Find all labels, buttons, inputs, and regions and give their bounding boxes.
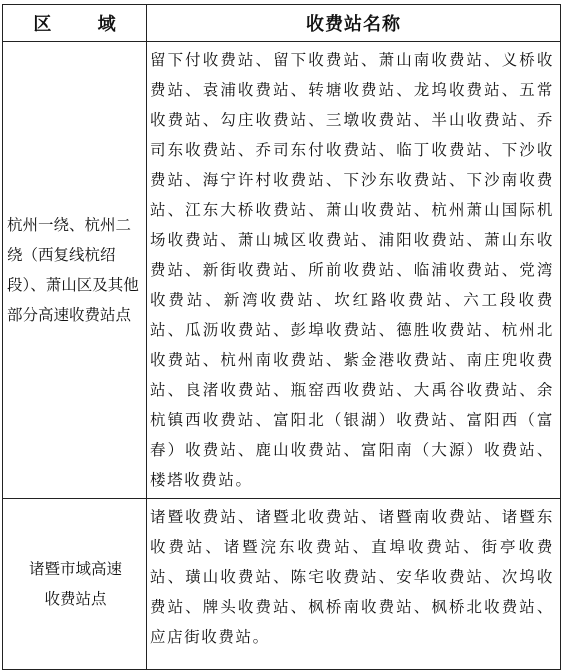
table-header-row [3,5,561,42]
region-column-header [3,5,147,42]
table-row [3,42,561,499]
region-cell-zhuji [3,499,147,670]
region-label-zhuji: 诸暨市域高速收费站点 [28,560,122,608]
toll-station-table [2,4,561,670]
region-header-label: 区 域 [33,14,136,35]
region-cell-hangzhou: 杭州一绕、杭州二绕（西复线杭绍段）、萧山区及其他部分高速收费站点 [3,42,147,499]
table-row [3,499,561,670]
stations-cell-zhuji: 诸暨收费站、诸暨北收费站、诸暨南收费站、诸暨东收费站、诸暨浣东收费站、直埠收费站、街亭收费站、璜山收费站、陈宅收费站、安华收费站、次坞收费站、牌头收费站、枫桥南收费站、枫桥北收费站、应店街收费站。 [147,499,561,670]
stations-column-header: 收费站名称 [147,5,561,42]
stations-cell-hangzhou: 留下付收费站、留下收费站、萧山南收费站、义桥收费站、袁浦收费站、转塘收费站、龙坞收费站、五常收费站、勾庄收费站、三墩收费站、半山收费站、乔司东收费站、乔司东付收费站、临丁收费站、下沙收费站、海宁许村收费站、下沙东收费站、下沙南收费站、江东大桥收费站、萧山收费站、杭州萧山国际机场收费站、萧山城区收费站、浦阳收费站、萧山东收费站、新街收费站、所前收费站、临浦收费站、党湾收费站、新湾收费站、坎红路收费站、六工段收费站、瓜沥收费站、彭埠收费站、德胜收费站、杭州北收费站、杭州南收费站、紫金港收费站、南庄兜收费站、良渚收费站、瓶窑西收费站、大禹谷收费站、余杭镇西收费站、富阳北（银湖）收费站、富阳西（富春）收费站、鹿山收费站、富阳南（大源）收费站、楼塔收费站。 [147,42,561,499]
